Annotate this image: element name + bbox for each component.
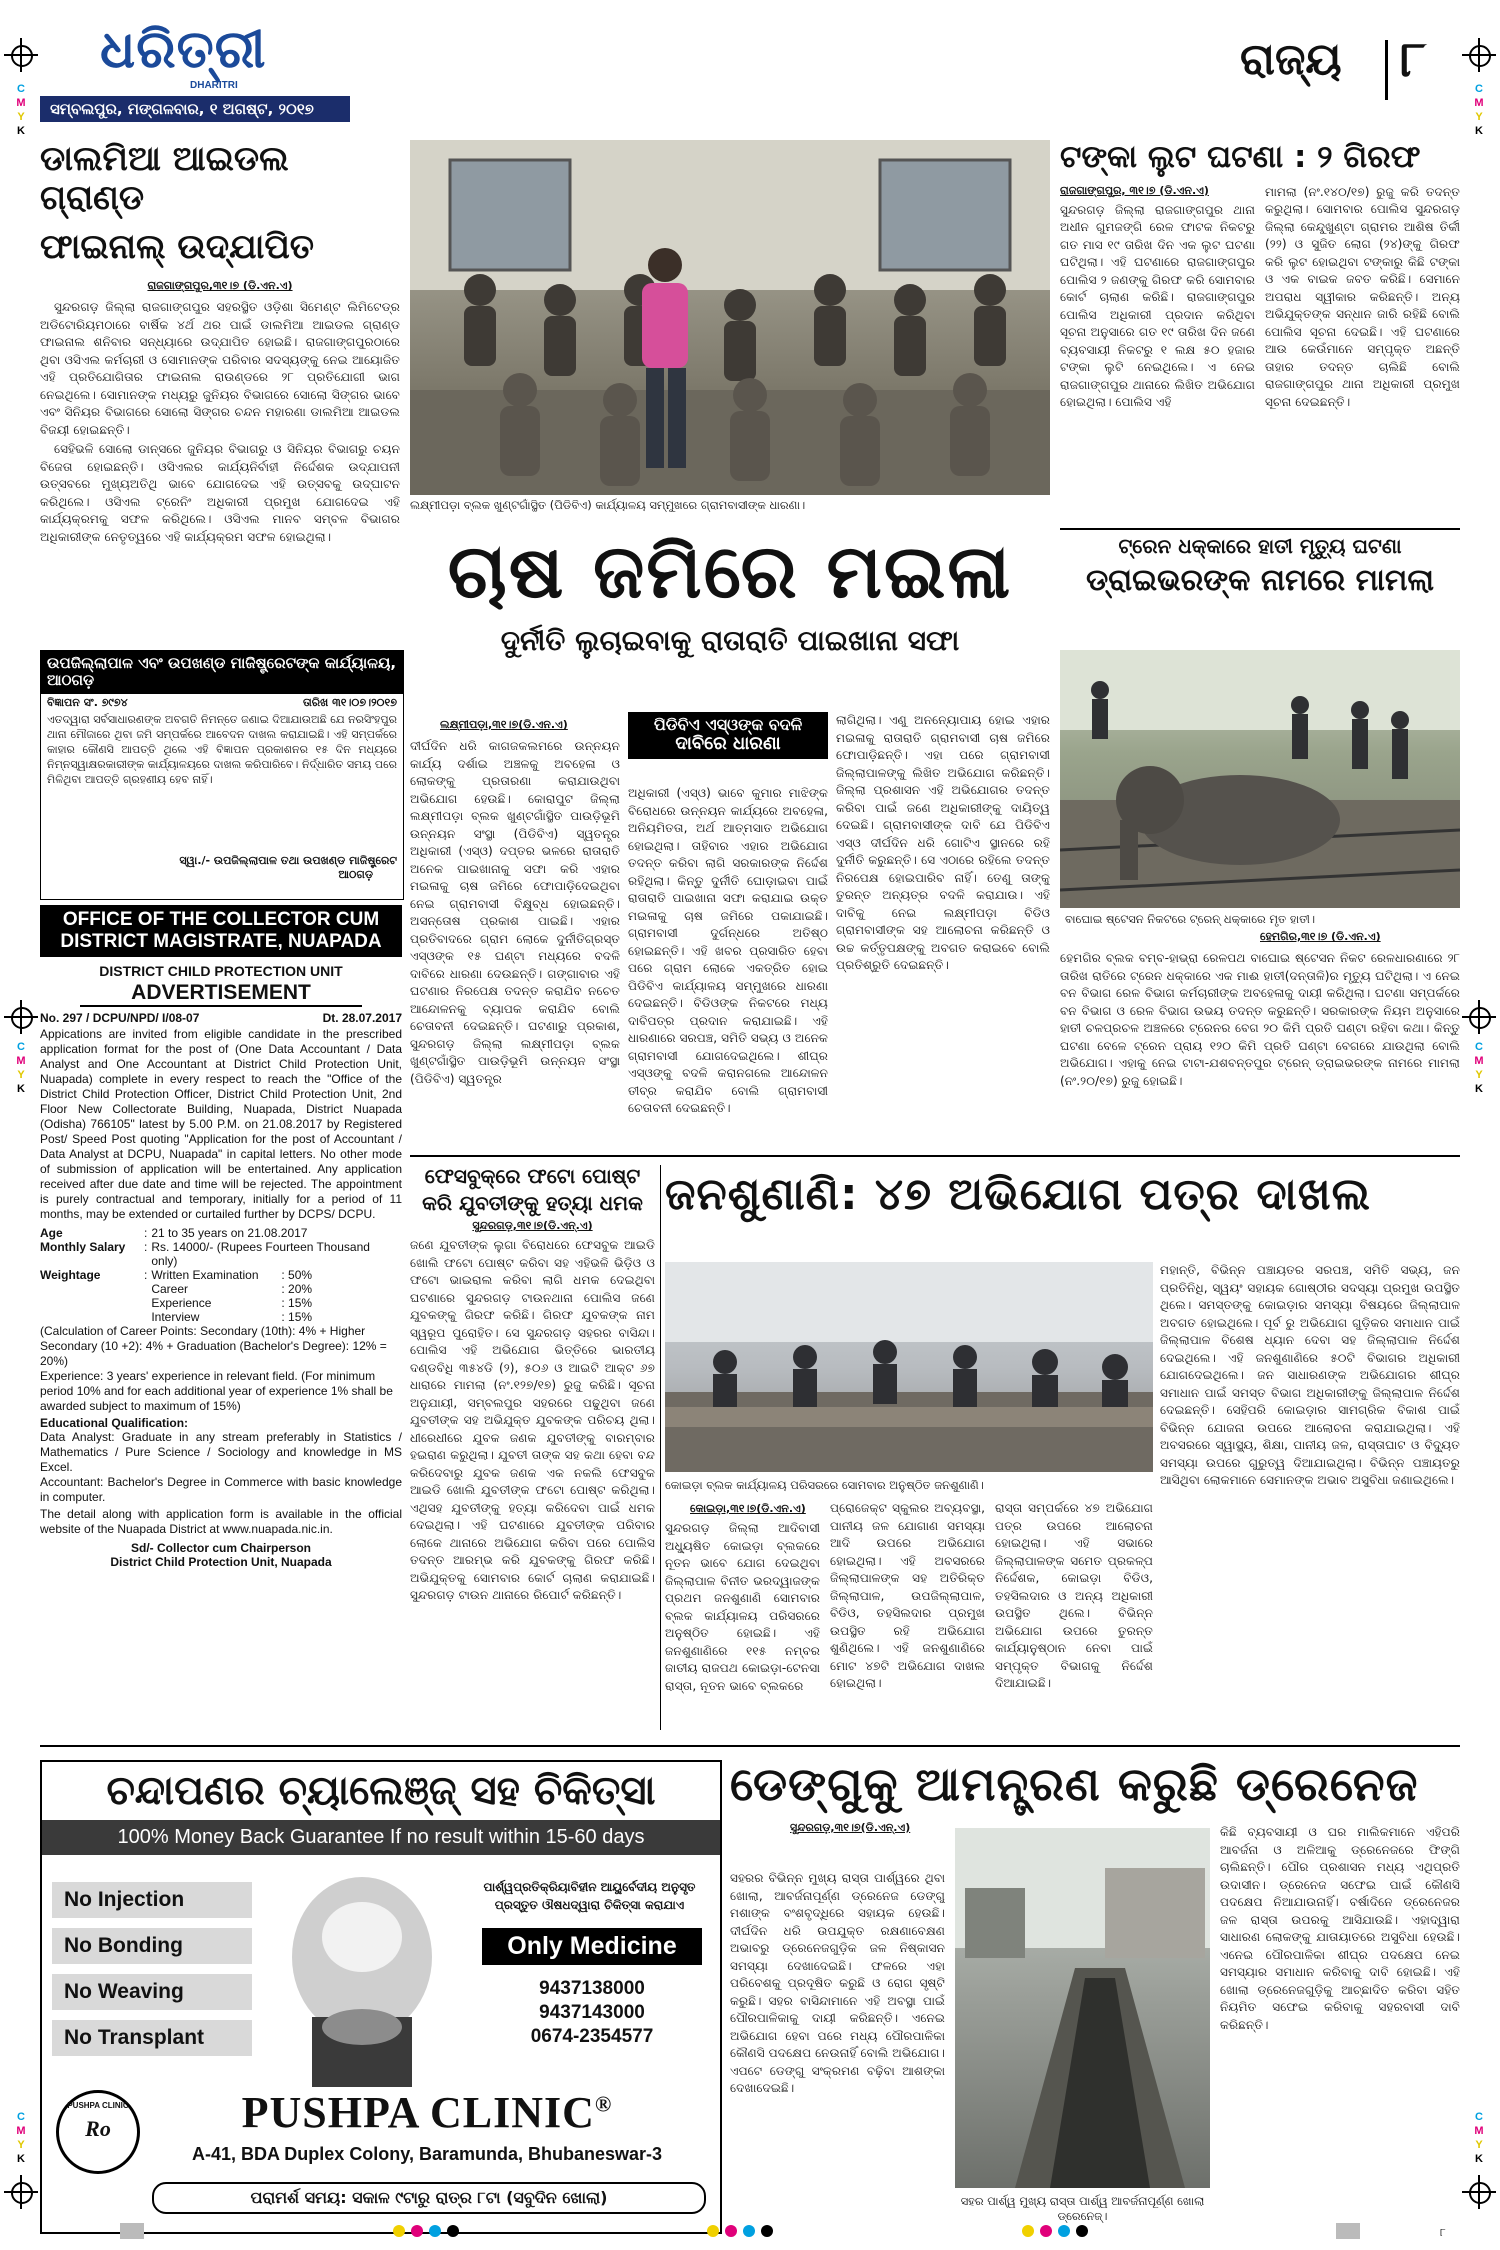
collector-title-2: DISTRICT MAGISTRATE, NUAPADA [60, 931, 382, 952]
clinic-seal-text: PUSHPA CLINIC [67, 2101, 129, 2110]
collector-weight-row-3: Interview : 15% [151, 1310, 313, 1324]
dalmia-byline: ରାଜଗାଙ୍ଗପୁର,୩୧।୭ (ଡି.ଏନ.ଏ) [147, 279, 293, 293]
collector-weight-row-1: Career : 20% [151, 1282, 313, 1296]
collector-experience: Experience: 3 years' experience in relevant field. (For minimum period 10% and for each additional year of experience 1% shall be awarded subject to maximum of 15%) [40, 1369, 393, 1413]
ad-collector-nuapada [40, 905, 402, 1735]
clinic-phone-2: 9437143000 [539, 2002, 645, 2023]
story-dalmia [40, 140, 400, 645]
clinic-no-injection: No Injection [52, 1882, 252, 1918]
collector-age-row: Age : 21 to 35 years on 21.08.2017 [40, 1226, 308, 1240]
collector-refline [40, 1011, 402, 1025]
registration-mark-bottom-right [1462, 2175, 1496, 2209]
facebook-headline-1: ଫେସବୁକ୍‌ରେ ଫଟୋ ପୋଷ୍ଟ [424, 1164, 641, 1188]
story-facebook [410, 1165, 655, 1735]
photo-elephant [1060, 650, 1460, 908]
main-col-1: ଦୀର୍ଘଦିନ ଧରି କାଗଜକଲମରେ ଉନ୍ନୟନ କାର୍ଯ୍ୟ ଦର୍ଶାଇ ଅଞ୍ଚଳକୁ ଅବହେଳା ଓ ଲୋକଙ୍କୁ ପ୍ରତାରଣା କରାଯାଉଥିବା ଅଭିଯୋଗ ହେଉଛି। କୋରାପୁଟ ଜିଲ୍ଲା ଲକ୍ଷ୍ମୀପଡ଼ା ବ୍ଲକ ଖୁଣ୍ଟଗାଁସ୍ଥିତ ପାଉଡ଼ିଭୂମି ଉନ୍ନୟନ ସଂସ୍ଥା (ପିଡିବିଏ) ସ୍ୱତନ୍ତ୍ର ଅଧିକାରୀ (ଏସ୍‌ଓ) ଦପ୍ତର ଭଳରେ ରାତାରାତି ଅନେକ ପାଇଖାନାକୁ ସଫା କରି ଏହାର ମଇଳାକୁ ଚାଷ ଜମିରେ ଫୋପାଡ଼ିଦେଇଥିବା ନେଇ ଗ୍ରାମବାସୀ ବିକ୍ଷୁବ୍ଧ ହୋଇଛନ୍ତି। ଅସନ୍ତୋଷ ପ୍ରକାଶ ପାଇଛି। ଏହାର ପ୍ରତିବାଦରେ ଗ୍ରାମ ଲୋକେ ଦୁର୍ନୀତିଗ୍ରସ୍ତ ଏସ୍‌ଓଙ୍କ ୧୫ ଘଣ୍ଟା ମଧ୍ୟରେ ବଦଳି ଦାବିରେ ଧାରଣା ଦେଉଛନ୍ତି। ଗଙ୍ଗାବାର ଏହି ଘଟଣାର ନିରପେକ୍ଷ ତଦନ୍ତ କରାଯିବ ନଚେତ ଆନ୍ଦୋଳନକୁ ବ୍ୟାପକ କରାଯିବ ବୋଲି ଚେତାବନୀ ଦେଇଛନ୍ତି। ଘଟଣାରୁ ପ୍ରକାଶ, ସୁନ୍ଦରଗଡ଼ ଜିଲ୍ଲା ଲକ୍ଷ୍ମୀପଡ଼ା ବ୍ଲକ ଖୁଣ୍ଟଗାଁସ୍ଥିତ ପାଉଡ଼ିଭୂମି ଉନ୍ନୟନ ସଂସ୍ଥା (ପିଡିବିଏ) ସ୍ୱତନ୍ତ୍ର [410, 739, 620, 1086]
janashunani-byline: କୋଇଡ଼ା,୩୧।୭(ଡି.ଏନ.ଏ) [690, 1502, 806, 1515]
main-headline: ଚାଷ ଜମିରେ ମଇଳା [447, 529, 1013, 615]
clinic-no-weaving: No Weaving [52, 1974, 252, 2010]
photo-drainage-illustration [955, 1828, 1210, 2188]
loot-columns [1060, 184, 1460, 510]
dengue-byline: ସୁନ୍ଦରଗଡ଼,୩୧।୭(ଡି.ଏନ୍.ଏ) [790, 1820, 911, 1834]
story-main-head [410, 529, 1050, 658]
photo-janashunani-caption: କୋଇଡ଼ା ବ୍ଲକ କାର୍ଯ୍ୟାଳୟ ପରିସରରେ ସୋମବାର ଅନୁଷ୍ଠିତ ଜନଶୁଣାଣି। [665, 1478, 984, 1492]
story-janashunani-head [665, 1170, 1460, 1221]
loot-byline: ରାଜଗାଙ୍ଗପୁର, ୩୧।୭ (ଡି.ଏନ.ଏ) [1060, 183, 1209, 197]
notice-athagarh-body: ଏତଦ୍ୱାରା ସର୍ବସାଧାରଣଙ୍କ ଅବଗତି ନିମନ୍ତେ ଜଣାଇ ଦିଆଯାଉଅଛି ଯେ ନରସିଂହପୁର ଥାନା ମୌଜାରେ ଥିବା ଜମି ସମ୍ପର୍କରେ ଆବେଦନ ଦାଖଲ କରାଯାଇଛି। ଏହି ସମ୍ପର୍କରେ କାହାର କୌଣସି ଆପତ୍ତି ଥିଲେ ଏହି ବିଜ୍ଞାପନ ପ୍ରକାଶନର ୧୫ ଦିନ ମଧ୍ୟରେ ନିମ୍ନସ୍ୱାକ୍ଷରକାରୀଙ୍କ କାର୍ଯ୍ୟାଳୟରେ ଦାଖଲ କରିପାରିବେ। ନିର୍ଦ୍ଧାରିତ ସମୟ ପରେ ମିଳିଥିବା ଆପତ୍ତି ଗ୍ରହଣୀୟ ହେବ ନାହିଁ। [47, 712, 397, 786]
collector-ref-no: No. 297 / DCPU/NPD/ I/08-07 [40, 1011, 200, 1025]
loot-col-2: ମାମଲା (ନଂ.୧୪୦/୧୭) ରୁଜୁ କରି ତଦନ୍ତ କରୁଥିଲା। ସୋମବାର ପୋଲିସ ସୁନ୍ଦରଗଡ଼ ଜିଲ୍ଲା କେନ୍ଦୁଖୁଣ୍ଟା ଗ୍ରାମର ଆଶିଷ ତିର୍କୀ (୨୨) ଓ ସୁଜିତ ଲୋଗ (୨୪)ଙ୍କୁ ଗିରଫ କରି ଲୁଟ ହୋଇଥିବା ଟଙ୍କାରୁ କିଛି ଟଙ୍କା ଓ ଏକ ବାଇକ ଜବତ କରିଛି। ସେମାନେ ଅପରାଧ ସ୍ୱୀକାର କରିଛନ୍ତି। ଅନ୍ୟ ଅଭିଯୁକ୍ତଙ୍କ ସନ୍ଧାନ ଜାରି ରହିଛି ବୋଲି ପୋଲିସ ସୂଚନା ଦେଇଛି। ଏହି ଘଟଣାରେ ଆଉ କେଉଁମାନେ ସମ୍ପୃକ୍ତ ଅଛନ୍ତି ତାହାର ତଦନ୍ତ ଚାଲିଛି ବୋଲି ରାଜଗାଙ୍ଗପୁର ଥାନା ଅଧିକାରୀ ପ୍ରମୁଖ ସୂଚନା ଦେଇଛନ୍ତି। [1265, 184, 1460, 409]
footer-swatch-cmyk-mid [707, 2225, 773, 2237]
loot-headline: ଟଙ୍କା ଲୁଟ ଘଟଣା : ୨ ଗିରଫ [1060, 139, 1421, 175]
loot-col-1: ସୁନ୍ଦରଗଡ଼ ଜିଲ୍ଲା ରାଜଗାଙ୍ଗପୁର ଥାନା ଅଧୀନ ଗୁମଜଙ୍ଗି ରେଳ ଫାଟକ ନିକଟରୁ ଗତ ମାସ ୧୯ ତାରିଖ ଦିନ ଏକ ଲୁଟ ଘଟଣା ଘଟିଥିଲା। ଏହି ଘଟଣାରେ ରାଜଗାଙ୍ଗପୁର ପୋଲିସ ୨ ଜଣଙ୍କୁ ଗିରଫ କରି ସୋମବାର କୋର୍ଟ ଚାଲାଣ କରିଛି। ରାଜଗାଙ୍ଗପୁର ପୋଲିସ ଅଧିକାରୀ ପ୍ରଦାନ କରିଥିବା ସୂଚନା ଅନୁସାରେ ଗତ ୧୯ ତାରିଖ ଦିନ ଜଣେ ବ୍ୟବସାୟୀ ନିକଟରୁ ୧ ଲକ୍ଷ ୫୦ ହଜାର ଟଙ୍କା ଲୁଟି ନେଇଥିଲେ। ଏ ନେଇ ରାଜଗାଙ୍ଗପୁର ଥାନାରେ ଲିଖିତ ଅଭିଯୋଗ ହୋଇଥିଲା। ପୋଲିସ ଏହି [1060, 202, 1255, 410]
collector-sign-1: Sd/- Collector cum Chairperson [130, 1541, 312, 1555]
dengue-body: ସହରର ବିଭିନ୍ନ ମୁଖ୍ୟ ରାସ୍ତା ପାର୍ଶ୍ୱରେ ଥିବା ଖୋଲା, ଆବର୍ଜନାପୂର୍ଣ୍ଣ ଡ୍ରେନେଜ ଡେଙ୍ଗୁ ମଶାଙ୍କ ବଂଶବୃଦ୍ଧିରେ ସହାୟକ ହେଉଛି। ଦୀର୍ଘଦିନ ଧରି ଉପଯୁକ୍ତ ରକ୍ଷଣାବେକ୍ଷଣ ଅଭାବରୁ ଡ୍ରେନେଜଗୁଡ଼ିକ ଜଳ ନିଷ୍କାସନ ସମସ୍ୟା ଦେଖାଦେଇଛି। ଫଳରେ ଏହା ପରିବେଶକୁ ପ୍ରଦୂଷିତ କରୁଛି ଓ ରୋଗ ସୃଷ୍ଟି କରୁଛି। ସହର ବାସିନ୍ଦାମାନେ ଏହି ଅବସ୍ଥା ପାଇଁ ପୌରପାଳିକାକୁ ଦାୟୀ କରିଛନ୍ତି। ଏନେଇ ଅଭିଯୋଗ ହେବା ପରେ ମଧ୍ୟ ପୌରପାଳିକା କୌଣସି ପଦକ୍ଷେପ ନେଉନାହିଁ ବୋଲି ଅଭିଯୋଗ। ଏପଟେ ଡେଙ୍ଗୁ ସଂକ୍ରମଣ ବଢ଼ିବା ଆଶଙ୍କା ଦେଖାଦେଇଛି। [730, 1871, 945, 2095]
story-loot [1060, 140, 1460, 525]
cmyk-strip-mid-left: C M Y K [16, 1041, 26, 1095]
elephant-headline: ଡ୍ରାଇଭରଙ୍କ ନାମରେ ମାମଲା [1086, 563, 1434, 598]
registration-mark-top-right [1462, 38, 1496, 72]
photo-elephant-caption: ବାଘୋଇ ଷ୍ଟେସନ ନିକଟରେ ଟ୍ରେନ୍ ଧକ୍କାରେ ମୃତ ହାତୀ। [1065, 912, 1316, 926]
clinic-guarantee: 100% Money Back Guarantee If no result within 15-60 days [42, 1820, 720, 1855]
clinic-reg-mark: ® [594, 2091, 613, 2117]
registration-mark-mid-left [4, 1000, 38, 1034]
footer-color-bar [120, 2222, 1360, 2240]
dengue-headline: ଡେଙ୍ଗୁକୁ ଆମନ୍ତ୍ରଣ କରୁଛି ଡ୍ରେନେଜ [730, 1757, 1419, 1811]
clinic-seal [56, 2090, 140, 2174]
photo-janashunani-illustration [665, 1262, 1153, 1472]
notice-athagarh-ref: ବିଜ୍ଞାପନ ସଂ. ୭୯୭୪ [47, 695, 128, 709]
notice-athagarh-sign: ସ୍ୱା./- ଉପଜିଲ୍ଲାପାଳ ତଥା ଉପଖଣ୍ଡ ମାଜିଷ୍ଟ୍ରେଟ [179, 853, 397, 867]
collector-intro: Appications are invited from eligible candidate in the prescribed application format for the post of (One Data Accountant / Data Analyst and One Accountant at District Child Protection Unit, Nuapada) complete in every respect to reach the "Office of the District Child Protection Officer, District Child Protection Unit, 2nd Floor New Collectorate Building, Nuapada, District Nuapada (Odisha) 766105" latest by 5.00 P.M. on 21.08.2017 by Registered Post/ Speed Post quoting "Application for the post of Accountant / Data Analyst at DCPU, Nuapada" in capital letters. No other mode of submission of application will be entertained. Any application received after due date and time will be rejected. The appointment is purely contractual and temporary, initially for a period of 11 months, may be extended or curtailed further by DCPS/ DCPU. [40, 1027, 402, 1221]
dalmia-body: ସୁନ୍ଦରଗଡ଼ ଜିଲ୍ଲା ରାଜଗାଙ୍ଗପୁର ସହରସ୍ଥିତ ଓଡ଼ିଶା ସିମେଣ୍ଟ ଲିମିଟେଡ୍‌ର ଅଡିଟୋରିୟମଠାରେ ବାର୍ଷିକ ୪ର୍ଥ ଥର ପାଇଁ ଡାଲମିଆ ଆଇଡଲ ଗ୍ରାଣ୍ଡ ଫାଇନାଲ ଶନିବାର ସନ୍ଧ୍ୟାରେ ଉଦ୍‌ଯାପିତ ହୋଇଛି। ରାଜଗାଙ୍ଗପୁରଠାରେ ଥିବା ଓସିଏଲ କର୍ମଚାରୀ ଓ ସୋମାନଙ୍କ ପରିବାର ସଦସ୍ୟଙ୍କୁ ନେଇ ଆୟୋଜିତ ଏହି ପ୍ରତିଯୋଗିତାର ଫାଇନାଲ ରାଉଣ୍ଡରେ ୨୮ ପ୍ରତିଯୋଗୀ ଭାଗ ନେଇଥିଲେ। ସୋମାନଙ୍କ ମଧ୍ୟରୁ ଜୁନିୟର ବିଭାଗରେ ସୋଲୋ ସିଙ୍ଗର ଭାବେ ଏବଂ ସିନିୟର ବିଭାଗରେ ସୋଲୋ ସିଙ୍ଗର ଚନ୍ଦନ ମହାରଣା ଡାଲମିଆ ଆଇଡଲ ବିଜୟୀ ହୋଇଛନ୍ତି। ସେହିଭଳି ସୋଲୋ ଡାନ୍ସରେ ଜୁନିୟର ବିଭାଗରୁ ଓ ସିନିୟର ବିଭାଗରୁ ଚୟନ ବିଜେତା ହୋଇଛନ୍ତି। ଓସିଏଲର କାର୍ଯ୍ୟନିର୍ବାହୀ ନିର୍ଦ୍ଦେଶକ ଉଦ୍‌ଯାପନୀ ଉତ୍ସବରେ ମୁଖ୍ୟଅତିଥି ଭାବେ ଯୋଗଦେଇ ଏହି ଉତ୍ସବକୁ ଉଦ୍‌ଘାଟନ କରିଥିଲେ। ଓସିଏଲ ଟ୍ରେନିଂ ଅଧିକାରୀ ପ୍ରମୁଖ ଯୋଗଦେଇ ଏହି କାର୍ଯ୍ୟକ୍ରମକୁ ସଫଳ କରିଥିଲେ। ଓସିଏଲ ମାନବ ସମ୍ବଳ ବିଭାଗର ଅଧିକାରୀଙ୍କ ନେତୃତ୍ୱରେ ଏହି କାର୍ଯ୍ୟକ୍ରମ ସଫଳ ହୋଇଥିଲା। [40, 300, 400, 544]
notice-athagarh-place: ଆଠଗଡ଼ [338, 867, 373, 881]
collector-edu-heading: Educational Qualification: [40, 1416, 189, 1430]
photo-janashunani [665, 1262, 1153, 1472]
photo-dharana-caption: ଲକ୍ଷ୍ମୀପଡ଼ା ବ୍ଲକ ଖୁଣ୍ଟଗାଁସ୍ଥିତ (ପିଡିବିଏ) କାର୍ଯ୍ୟାଳୟ ସମ୍ମୁଖରେ ଗ୍ରାମବାସୀଙ୍କ ଧାରଣା। [410, 498, 806, 512]
page-number: ୮ [1400, 30, 1427, 88]
clinic-phone-1: 9437138000 [539, 1978, 645, 1999]
footer-folio: ୮ [1440, 2226, 1446, 2239]
notice-athagarh-title: ଉପଜିଲ୍ଲାପାଳ ଏବଂ ଉପଖଣ୍ଡ ମାଜିଷ୍ଟ୍ରେଟଙ୍କ କାର୍ଯ୍ୟାଳୟ, ଆଠଗଡ଼ [41, 651, 403, 694]
rule-facebook [660, 1165, 661, 1730]
clinic-no-transplant: No Transplant [52, 2020, 252, 2056]
registration-mark-top-left [4, 38, 38, 72]
facebook-headline-2: କରି ଯୁବତୀଙ୍କୁ ହତ୍ୟା ଧମକ [422, 1191, 643, 1215]
janashunani-col-3: ରାସ୍ତା ସମ୍ପର୍କରେ ୪୭ ଅଭିଯୋଗ ପତ୍ର ଉପରେ ଆଲୋଚନା ହୋଇଥିଲା। ଏହି ସଭାରେ ଜିଲ୍ଲାପାଳଙ୍କ ସମେତ ପ୍ରକଳ୍ପ ନିର୍ଦ୍ଦେଶକ, କୋଇଡ଼ା ବିଡିଓ, ତହସିଲଦାର ଓ ଅନ୍ୟ ଅଧିକାରୀ ଉପସ୍ଥିତ ଥିଲେ। ବିଭିନ୍ନ ଅଭିଯୋଗ ଉପରେ ତୁରନ୍ତ କାର୍ଯ୍ୟାନୁଷ୍ଠାନ ନେବା ପାଇଁ ସମ୍ପୃକ୍ତ ବିଭାଗକୁ ନିର୍ଦ୍ଦେଶ ଦିଆଯାଇଛି। [995, 1501, 1153, 1690]
story-dengue [730, 1758, 1460, 2233]
janashunani-col-4: ମହାନ୍ତି, ବିଭିନ୍ନ ପଞ୍ଚାୟତର ସରପଞ୍ଚ, ସମିତି ସଭ୍ୟ, ଜନ ପ୍ରତିନିଧି, ସ୍ୱୟଂ ସହାୟକ ଗୋଷ୍ଠୀର ସଦସ୍ୟା ପ୍ରମୁଖ ଉପସ୍ଥିତ ଥିଲେ। ସମସ୍ତଙ୍କୁ କୋଇଡ଼ାର ସମସ୍ୟା ବିଷୟରେ ଜିଲ୍ଲାପାଳ ଅବଗତ ହୋଇଥିଲେ। ପୂର୍ବ ରୁ ଅଭିଯୋଗ ଗୁଡ଼ିକର ସମାଧାନ ପାଇଁ ଜିଲ୍ଲାପାଳ ବିଶେଷ ଧ୍ୟାନ ଦେବା ସହ ଜିଲ୍ଲାପାଳ ନିର୍ଦ୍ଦେଶ ଦେଇଥିଲେ। ଏହି ଜନଶୁଣାଣିରେ ୫୦ଟି ବିଭାଗର ଅଧିକାରୀ ଯୋଗଦେଇଥିଲେ। ଜନ ସାଧାରଣଙ୍କ ଅଭିଯୋଗର ଶୀଘ୍ର ସମାଧାନ ପାଇଁ ସମସ୍ତ ବିଭାଗ ଅଧିକାରୀଙ୍କୁ ଜିଲ୍ଲାପାଳ ନିର୍ଦ୍ଦେଶ ଦେଇଛନ୍ତି। ସେହିପରି କୋଇଡ଼ାର ସାମଗ୍ରିକ ବିକାଶ ପାଇଁ ବିଭିନ୍ନ ଯୋଜନା ଉପରେ ଆଲୋଚନା କରାଯାଇଥିଲା। ଏହି ଅବସରରେ ସ୍ୱାସ୍ଥ୍ୟ, ଶିକ୍ଷା, ପାନୀୟ ଜଳ, ରାସ୍ତାଘାଟ ଓ ବିଦ୍ୟୁତ ସମସ୍ୟା ଉପରେ ଗୁରୁତ୍ୱ ଦିଆଯାଇଥିଲା। ବିଭିନ୍ନ ପଞ୍ଚାୟତରୁ ଆସିଥିବା ଲୋକମାନେ ସେମାନଙ୍କ ଅଭାବ ଅସୁବିଧା ଜଣାଇଥିଲେ। [1160, 1263, 1460, 1487]
collector-unit: DISTRICT CHILD PROTECTION UNIT [99, 963, 343, 979]
clinic-no-list [52, 1882, 252, 2056]
collector-details: The detail along with application form is available in the official website of the Nuapada District at www.nuapada.nic.in. [40, 1507, 402, 1536]
footer-swatch-grey-left [120, 2223, 144, 2239]
registration-mark-mid-right [1462, 1000, 1496, 1034]
collector-heading: ADVERTISEMENT [80, 981, 362, 1007]
registration-mark-bottom-left [4, 2175, 38, 2209]
dengue-body-2: କିଛି ବ୍ୟବସାୟୀ ଓ ଘର ମାଲିକମାନେ ଏହିପରି ଆବର୍ଜନା ଓ ଅଳିଆକୁ ଡ୍ରେନେଜରେ ଫିଙ୍ଗି ଚାଲିଛନ୍ତି। ପୌର ପ୍ରଶାସନ ମଧ୍ୟ ଏଥିପ୍ରତି ଉଦାସୀନ। ଡ୍ରେନେଜ ସଫେଇ ପାଇଁ କୌଣସି ପଦକ୍ଷେପ ନିଆଯାଉନାହିଁ। ବର୍ଷାଦିନେ ଡ୍ରେନେଜର ଜଳ ରାସ୍ତା ଉପରକୁ ଆସିଯାଉଛି। ଏହାଦ୍ୱାରା ସାଧାରଣ ଲୋକଙ୍କୁ ଯାତାୟାତରେ ଅସୁବିଧା ହେଉଛି। ଏନେଇ ପୌରପାଳିକା ଶୀଘ୍ର ପଦକ୍ଷେପ ନେଇ ସମସ୍ୟାର ସମାଧାନ କରିବାକୁ ଦାବି ହୋଇଛି। ଏହି ଖୋଲା ଡ୍ରେନେଜଗୁଡ଼ିକୁ ଆଚ୍ଛାଦିତ କରିବା ସହିତ ନିୟମିତ ସଫେଇ କରିବାକୁ ସହରବାସୀ ଦାବି କରିଛନ୍ତି। [1220, 1825, 1460, 2032]
collector-weight-row-0: Weightage : Written Examination : 50% [40, 1268, 313, 1282]
clinic-headline: ଚନ୍ଦାପଣର ଚ୍ୟାଲେଞ୍ଜ୍ ସହ ଚିକିତ୍ସା [106, 1768, 656, 1814]
clinic-tagline-1: ପାର୍ଶ୍ୱପ୍ରତିକ୍ରିୟାବିହୀନ ଆୟୁର୍ବେଦୀୟ ଅନୁସୃତ [483, 1880, 696, 1894]
notice-athagarh [40, 650, 404, 900]
cmyk-strip-bottom-left: C M Y K [16, 2111, 26, 2165]
section-divider [1385, 40, 1388, 100]
collector-ref-date: Dt. 28.07.2017 [322, 1011, 402, 1025]
photo-drainage [955, 1828, 1210, 2188]
newspaper-logo: ଧରିତ୍ରୀ [100, 20, 267, 80]
clinic-phone-3: 0674-2354577 [530, 2026, 654, 2047]
footer-swatch-grey-right [1336, 2223, 1360, 2239]
cmyk-strip-top-left: C M Y K [16, 83, 26, 137]
clinic-only-medicine: Only Medicine [482, 1928, 702, 1965]
facebook-byline: ସୁନ୍ଦରଗଡ଼,୩୧।୭(ଡି.ଏନ୍.ଏ) [472, 1219, 593, 1232]
clinic-name: PUSHPA CLINIC® [241, 2088, 613, 2137]
dateline: ସମ୍ବଲପୁର, ମଙ୍ଗଳବାର, ୧ ଅଗଷ୍ଟ, ୨୦୧୭ [40, 96, 350, 122]
photo-drainage-caption: ସହର ପାର୍ଶ୍ୱ ମୁଖ୍ୟ ରାସ୍ତା ପାର୍ଶ୍ୱ ଆବର୍ଜନାପୂର୍ଣ୍ଣ ଖୋଲା ଡ୍ରେନେଜ୍। [960, 2194, 1205, 2223]
elephant-kicker: ଟ୍ରେନ ଧକ୍କାରେ ହାତୀ ମୃତ୍ୟୁ ଘଟଣା [1118, 534, 1402, 558]
elephant-byline: ହେମଗିର,୩୧।୭ (ଡି.ଏନ.ଏ) [1260, 930, 1381, 943]
collector-title-1: OFFICE OF THE COLLECTOR CUM [62, 909, 380, 930]
newspaper-logo-latin: DHARITRI [190, 80, 238, 91]
main-subhead: ଦୁର୍ନୀତି ଲୁଚାଇବାକୁ ରାତାରାତି ପାଇଖାନା ସଫା [500, 624, 960, 658]
collector-career-calc: (Calculation of Career Points: Secondary (10th): 4% + Higher Secondary (10 +2): 4% + Graduation (Bachelor's Degree): 12% = 20%) [40, 1324, 387, 1368]
clinic-tagline-2: ପ୍ରସ୍ତୁତ ଔଷଧଦ୍ୱାରା ଚିକିତ୍ସା କରାଯାଏ [494, 1898, 685, 1912]
janashunani-headline: ଜନଶୁଣାଣି: ୪୭ ଅଭିଯୋଗ ପତ୍ର ଦାଖଲ [665, 1169, 1371, 1220]
janashunani-col-2: ପ୍ରୋଜେକ୍ଟ ସ୍କୁଲର ଅବ୍ୟବସ୍ଥା, ପାନୀୟ ଜଳ ଯୋଗାଣ ସମସ୍ୟା ଆଦି ଉପରେ ଅଭିଯୋଗ ହୋଇଥିଲା। ଏହି ଅବସରରେ ଜିଲ୍ଲାପାଳଙ୍କ ସହ ଅତିରିକ୍ତ ଜିଲ୍ଲାପାଳ, ଉପଜିଲ୍ଲାପାଳ, ବିଡିଓ, ତହସିଲଦାର ପ୍ରମୁଖ ଉପସ୍ଥିତ ରହି ଅଭିଯୋଗ ଶୁଣିଥିଲେ। ଏହି ଜନଶୁଣାଣିରେ ମୋଟ ୪୭ଟି ଅଭିଯୋଗ ଦାଖଲ ହୋଇଥିଲା। [830, 1501, 985, 1690]
rule-right-1 [1060, 528, 1460, 530]
cmyk-strip-mid-right: C M Y K [1474, 1041, 1484, 1095]
collector-salary-row: Monthly Salary : Rs. 14000/- (Rupees Fourteen Thousand only) [40, 1240, 370, 1268]
elephant-body: ହେମଗିର ବ୍ଲକ ବମ୍ବ-ହାଭ୍ରା ରେଳପଥ ବାଘୋଇ ଷ୍ଟେସନ ନିକଟ ରେଳଧାରଣାରେ ୨୮ ତାରିଖ ରାତିରେ ଟ୍ରେନ ଧକ୍କାରେ ଏକ ମାଈ ହାତୀ(ଦନ୍ତାଳି)ର ମୃତ୍ୟୁ ଘଟିଥିଲା। ଏ ନେଇ ବନ ବିଭାଗ ରେଳ ବିଭାଗ କର୍ମଚାରୀଙ୍କ ଅବହେଳାକୁ ଦାୟୀ କରିଥିଲା। ଘଟଣା ସମ୍ପର୍କରେ ବନ ବିଭାଗ ଓ ରେଳ ବିଭାଗ ଉଭୟ ତଦନ୍ତ କରୁଛନ୍ତି। ସରକାରଙ୍କ ନିୟମ ଅନୁସାରେ ହାତୀ ଚଳପ୍ରଚଳ ଅଞ୍ଚଳରେ ଟ୍ରେନର ବେଗ ୨୦ କିମି ପ୍ରତି ଘଣ୍ଟା ରହିବା କଥା। କିନ୍ତୁ ଘଟଣା ବେଳେ ଟ୍ରେନ ପ୍ରାୟ ୧୨୦ କିମି ପ୍ରତି ଘଣ୍ଟା ବେଗରେ ଯାଉଥିଲା ବୋଲି ଅଭିଯୋଗ। ଏହାକୁ ନେଇ ଟାଟା-ଯଶବନ୍ତପୁର ଟ୍ରେନ୍ ଡ୍ରାଇଭରଙ୍କ ନାମରେ ମାମଲା (ନଂ.୨୦/୧୭) ରୁଜୁ ହୋଇଛି। [1060, 951, 1460, 1088]
notice-athagarh-refline [41, 694, 403, 712]
clinic-no-bonding: No Bonding [52, 1928, 252, 1964]
janashunani-col-1: ସୁନ୍ଦରଗଡ଼ ଜିଲ୍ଲା ଆଦିବାସୀ ଅଧ୍ୟୁଷିତ କୋଇଡ଼ା ବ୍ଲକରେ ନୂତନ ଭାବେ ଯୋଗ ଦେଇଥିବା ଜିଲ୍ଲାପାଳ ବିନୀତ ଭରଦ୍ୱାଜଙ୍କ ପ୍ରଥମ ଜନଶୁଣାଣି ସୋମବାର ବ୍ଲକ କାର୍ଯ୍ୟାଳୟ ପରିସରରେ ଅନୁଷ୍ଠିତ ହୋଇଛି। ଏହି ଜନଶୁଣାଣିରେ ୧୧୫ ନମ୍ବର ଜାତୀୟ ରାଜପଥ କୋଇଡ଼ା-ଟେନସା ରାସ୍ତା, ନୂତନ ଭାବେ ବ୍ଲକରେ [665, 1521, 820, 1693]
footer-swatch-cmyk-right [1022, 2225, 1088, 2237]
rule-lower [40, 1745, 1460, 1747]
collector-sign-2: District Child Protection Unit, Nuapada [110, 1555, 332, 1569]
cmyk-strip-top-right: C M Y K [1474, 83, 1484, 137]
clinic-seal-initials: Ro [85, 2116, 111, 2141]
clinic-phones [482, 1977, 702, 2049]
clinic-address: A-41, BDA Duplex Colony, Baramunda, Bhubaneswar-3 [191, 2144, 663, 2164]
main-box-heading: ପିଡିବିଏ ଏସ୍‌ଓଙ୍କ ବଦଳି ଦାବିରେ ଧାରଣା [628, 712, 828, 759]
collector-accountant: Accountant: Bachelor's Degree in Commerce with basic knowledge in computer. [40, 1475, 402, 1504]
rule-middle [410, 1155, 1460, 1157]
masthead [40, 20, 1460, 120]
main-col-2: ଅଧିକାରୀ (ଏସ୍‌ଓ) ଭାବେ କୁମାର ମାଝିଙ୍କ ବିରୋଧରେ ଉନ୍ନୟନ କାର୍ଯ୍ୟରେ ଅବହେଳା, ଅନିୟମିତତା, ଅର୍ଥ ଆତ୍ମସାତ ଅଭିଯୋଗ ହୋଇଥିଲା। ତାହିବାର ଏହାର ଅଭିଯୋଗ ତଦନ୍ତ କରିବା ଲାଗି ସରକାରଙ୍କ ନିର୍ଦ୍ଦେଶ ରହିଥିଲା। କିନ୍ତୁ ଦୁର୍ନୀତି ଘୋଡ଼ାଇବା ପାଇଁ ରାତାରାତି ପାଇଖାନା ସଫା କରାଯାଇ ଉକ୍ତ ମଇଳାକୁ ଚାଷ ଜମିରେ ପକାଯାଇଛି। ଗ୍ରାମବାସୀ ଦୁର୍ଗନ୍ଧରେ ଅତିଷ୍ଠ ହୋଇଛନ୍ତି। ଏହି ଖବର ପ୍ରସାରିତ ହେବା ପରେ ଗ୍ରାମ ଲୋକେ ଏକତ୍ରିତ ହୋଇ ପିଡିବିଏ କାର୍ଯ୍ୟାଳୟ ସମ୍ମୁଖରେ ଧାରଣା ଦେଇଛନ୍ତି। ବିଡିଓଙ୍କ ନିକଟରେ ମଧ୍ୟ ଦାବିପତ୍ର ପ୍ରଦାନ କରାଯାଇଛି। ଏହି ଧାରଣାରେ ସରପଞ୍ଚ, ସମିତି ସଭ୍ୟ ଓ ଅନେକ ଗ୍ରାମବାସୀ ଯୋଗଦେଇଥିଲେ। ଶୀଘ୍ର ଏସ୍‌ଓଙ୍କୁ ବଦଳି କରାନଗଲେ ଆନ୍ଦୋଳନ ତୀବ୍ର କରାଯିବ ବୋଲି ଗ୍ରାମବାସୀ ଚେତାବନୀ ଦେଇଛନ୍ତି। [628, 786, 828, 1115]
main-byline: ଲକ୍ଷ୍ମୀପଡ଼ା,୩୧।୭(ଡି.ଏନ.ଏ) [440, 718, 568, 731]
collector-title-box [40, 905, 402, 957]
dalmia-headline-2: ଫାଇନାଲ୍ ଉଦ୍‌ଯାପିତ [40, 227, 315, 268]
ad-pushpa-clinic [40, 1760, 722, 2234]
story-elephant-head [1060, 535, 1460, 599]
photo-dharana-illustration [410, 140, 1050, 495]
notice-athagarh-date: ତାରିଖ ୩୧।୦୭।୨୦୧୭ [302, 695, 397, 709]
dalmia-headline-1: ଡାଲମିଆ ଆଇଡଲ ଗ୍ରାଣ୍ଡ [40, 139, 289, 219]
clinic-timing: ପରାମର୍ଶ ସମୟ: ସକାଳ ୯ଟାରୁ ରାତ୍ର ୮ଟା (ସବୁଦିନ ଖୋଲା) [152, 2182, 706, 2214]
main-col-3: ଲାଗିଥିଲା। ଏଣୁ ଅନନ୍ୟୋପାୟ ହୋଇ ଏହାର ମଇଳାକୁ ରାତାରାତି ଗ୍ରାମବାସୀ ଚାଷ ଜମିରେ ଫୋପାଡ଼ିଛନ୍ତି। ଏହା ପରେ ଗ୍ରାମବାସୀ ଜିଲ୍ଲାପାଳଙ୍କୁ ଲିଖିତ ଅଭିଯୋଗ କରିଛନ୍ତି। ଜିଲ୍ଲା ପ୍ରଶାସନ ଏହି ଅଭିଯୋଗର ତଦନ୍ତ କରିବା ପାଇଁ ଜଣେ ଅଧିକାରୀଙ୍କୁ ଦାୟିତ୍ୱ ଦେଇଛି। ଗ୍ରାମବାସୀଙ୍କ ଦାବି ଯେ ପିଡିବିଏ ଏସ୍‌ଓ ଦୀର୍ଘଦିନ ଧରି ଗୋଟିଏ ସ୍ଥାନରେ ରହି ଦୁର୍ନୀତି କରୁଛନ୍ତି। ସେ ଏଠାରେ ରହିଲେ ତଦନ୍ତ ନିରପେକ୍ଷ ହୋଇପାରିବ ନାହିଁ। ତେଣୁ ତାଙ୍କୁ ତୁରନ୍ତ ଅନ୍ୟତ୍ର ବଦଳି କରାଯାଉ। ଏହି ଦାବିକୁ ନେଇ ଲକ୍ଷ୍ମୀପଡ଼ା ବିଡିଓ ଗ୍ରାମବାସୀଙ୍କ ସହ ଆଲୋଚନା କରିଛନ୍ତି ଓ ଉଚ୍ଚ କର୍ତ୍ତୃପକ୍ଷଙ୍କୁ ଅବଗତ କରାଇବେ ବୋଲି ପ୍ରତିଶ୍ରୁତି ଦେଇଛନ୍ତି। [836, 713, 1050, 972]
section-title: ରାଜ୍ୟ [1240, 34, 1342, 85]
collector-analyst: Data Analyst: Graduate in any stream preferably in Statistics / Mathematics / Pure Science / Sociology and knowledge in MS Excel. [40, 1430, 402, 1474]
footer-swatch-cmyk-left [393, 2225, 459, 2237]
bald-head-illustration [262, 1867, 462, 2087]
collector-terms-table [40, 1226, 402, 1324]
facebook-body: ଜଣେ ଯୁବତୀଙ୍କ ଲୁଗା ବିରୋଧରେ ଫେସବୁକ ଆଇଡି ଖୋଲି ଫଟୋ ପୋଷ୍ଟ କରିବା ସହ ଏହିଭଳି ଭିଡ଼ିଓ ଓ ଫଟୋ ଭାଇରାଲ କରିବା ଲାଗି ଧମକ ଦେଇଥିବା ଘଟଣାରେ ସୁନ୍ଦରଗଡ଼ ଟାଉନଥାନା ପୋଲିସ ଜଣେ ଯୁବକଙ୍କୁ ଗିରଫ କରିଛି। ଗିରଫ ଯୁବକଙ୍କ ନାମ ସ୍ୱରୂପ ପୁରୋହିତ। ସେ ସୁନ୍ଦରଗଡ଼ ସହରର ବାସିନ୍ଦା। ପୋଲିସ ଏହି ଅଭିଯୋଗ ଭିତ୍ତିରେ ଭାରତୀୟ ଦଣ୍ଡବିଧି ୩୫୪ଡି (୨), ୫୦୬ ଓ ଆଇଟି ଆକ୍ଟ ୬୭ ଧାରାରେ ମାମଲା (ନଂ.୧୨୭/୧୭) ରୁଜୁ କରିଛି। ସୂଚନା ଅନୁଯାୟୀ, ସମ୍ବଲପୁର ସହରରେ ପଢୁଥିବା ଜଣେ ଯୁବତୀଙ୍କ ସହ ଅଭିଯୁକ୍ତ ଯୁବକଙ୍କ ପରିଚୟ ଥିଲା। ଧୀରେଧୀରେ ଯୁବକ ଜଣକ ଯୁବତୀଙ୍କୁ ବାରମ୍ବାର ହଇରାଣ କରୁଥିଲା। ଯୁବତୀ ତାଙ୍କ ସହ କଥା ହେବା ବନ୍ଦ କରିଦେବାରୁ ଯୁବକ ଜଣକ ଏକ ନକଲି ଫେସବୁକ ଆଇଡି ଖୋଲି ଯୁବତୀଙ୍କ ଫଟୋ ପୋଷ୍ଟ କରିଥିଲା। ଏଥିସହ ଯୁବତୀଙ୍କୁ ହତ୍ୟା କରିଦେବା ପାଇଁ ଧମକ ଦେଇଥିଲା। ଏହି ଘଟଣାରେ ଯୁବତୀଙ୍କ ପରିବାର ଲୋକେ ଥାନାରେ ଅଭିଯୋଗ କରିବା ପରେ ପୋଲିସ ତଦନ୍ତ ଆରମ୍ଭ କରି ଯୁବକଙ୍କୁ ଗିରଫ କରିଛି। ଅଭିଯୁକ୍ତକୁ ସୋମବାର କୋର୍ଟ ଚାଲାଣ କରାଯାଇଛି। ସୁନ୍ଦରଗଡ଼ ଟାଉନ ଥାନାରେ ରିପୋର୍ଟ କରିଛନ୍ତି। [410, 1238, 655, 1602]
collector-weight-row-2: Experience : 15% [151, 1296, 313, 1310]
photo-dharana [410, 140, 1050, 495]
cmyk-strip-bottom-right: C M Y K [1474, 2111, 1484, 2165]
photo-elephant-illustration [1060, 650, 1460, 908]
